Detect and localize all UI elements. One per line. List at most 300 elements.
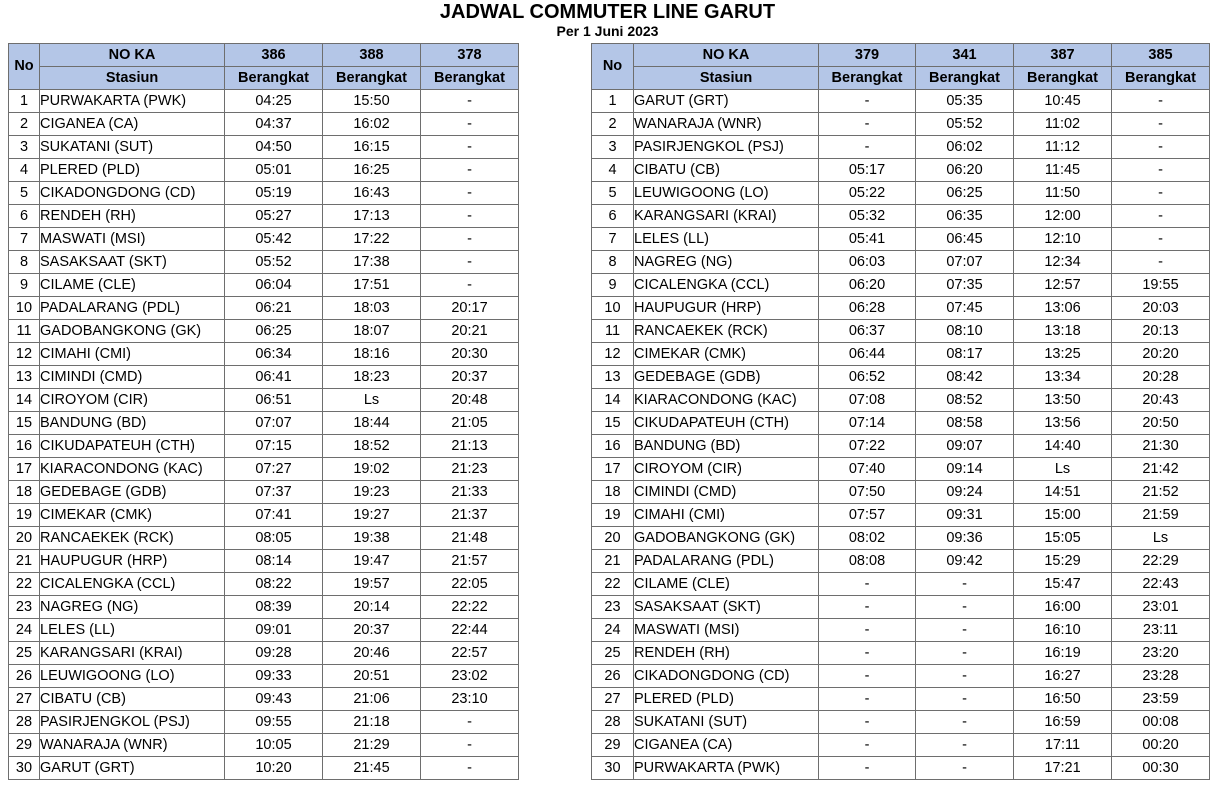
- departure-time: 14:40: [1014, 435, 1112, 458]
- departure-time: 19:27: [323, 504, 421, 527]
- departure-time: 16:02: [323, 113, 421, 136]
- departure-time: 05:52: [225, 251, 323, 274]
- departure-time: 16:43: [323, 182, 421, 205]
- table-row: [592, 527, 1210, 550]
- row-number: 17: [592, 458, 634, 481]
- row-number: 11: [592, 320, 634, 343]
- table-row: [592, 665, 1210, 688]
- departure-time: 09:36: [916, 527, 1014, 550]
- table-row: [9, 458, 519, 481]
- table-row: [592, 688, 1210, 711]
- departure-time: 17:51: [323, 274, 421, 297]
- table-row: [9, 435, 519, 458]
- departure-time: 16:10: [1014, 619, 1112, 642]
- station-name: CILAME (CLE): [40, 274, 225, 297]
- station-name: CIGANEA (CA): [40, 113, 225, 136]
- departure-time: -: [819, 688, 916, 711]
- departure-time: 10:45: [1014, 90, 1112, 113]
- table-row: [592, 228, 1210, 251]
- row-number: 30: [592, 757, 634, 780]
- header-train-number: 378: [421, 44, 519, 67]
- departure-time: -: [916, 619, 1014, 642]
- departure-time: -: [421, 734, 519, 757]
- table-row: [9, 389, 519, 412]
- station-name: SASAKSAAT (SKT): [40, 251, 225, 274]
- departure-time: 20:37: [421, 366, 519, 389]
- row-number: 15: [592, 412, 634, 435]
- departure-time: 21:45: [323, 757, 421, 780]
- departure-time: 16:15: [323, 136, 421, 159]
- station-name: GARUT (GRT): [634, 90, 819, 113]
- departure-time: 06:04: [225, 274, 323, 297]
- header-train-number: 387: [1014, 44, 1112, 67]
- departure-time: 05:35: [916, 90, 1014, 113]
- station-name: NAGREG (NG): [40, 596, 225, 619]
- departure-time: 00:08: [1112, 711, 1210, 734]
- departure-time: 00:20: [1112, 734, 1210, 757]
- station-name: LELES (LL): [40, 619, 225, 642]
- departure-time: 13:25: [1014, 343, 1112, 366]
- departure-time: 16:50: [1014, 688, 1112, 711]
- table-row: [592, 734, 1210, 757]
- row-number: 4: [9, 159, 40, 182]
- departure-time: 18:23: [323, 366, 421, 389]
- departure-time: 21:29: [323, 734, 421, 757]
- station-name: RENDEH (RH): [40, 205, 225, 228]
- departure-time: 21:42: [1112, 458, 1210, 481]
- station-name: MASWATI (MSI): [634, 619, 819, 642]
- table-row: [9, 550, 519, 573]
- row-number: 26: [592, 665, 634, 688]
- departure-time: 08:05: [225, 527, 323, 550]
- departure-time: 23:02: [421, 665, 519, 688]
- departure-time: 20:48: [421, 389, 519, 412]
- row-number: 21: [592, 550, 634, 573]
- table-row: [9, 205, 519, 228]
- table-row: [592, 389, 1210, 412]
- table-row: [592, 550, 1210, 573]
- table-row: [592, 343, 1210, 366]
- departure-time: 05:01: [225, 159, 323, 182]
- row-number: 23: [592, 596, 634, 619]
- departure-time: 06:20: [916, 159, 1014, 182]
- departure-time: 07:07: [225, 412, 323, 435]
- departure-time: -: [916, 642, 1014, 665]
- station-name: GADOBANGKONG (GK): [634, 527, 819, 550]
- station-name: WANARAJA (WNR): [40, 734, 225, 757]
- departure-time: 06:21: [225, 297, 323, 320]
- departure-time: 09:24: [916, 481, 1014, 504]
- departure-time: 16:27: [1014, 665, 1112, 688]
- table-row: [592, 573, 1210, 596]
- row-number: 20: [9, 527, 40, 550]
- station-name: NAGREG (NG): [634, 251, 819, 274]
- header-station: Stasiun: [634, 67, 819, 90]
- station-name: CIBATU (CB): [634, 159, 819, 182]
- table-row: [9, 159, 519, 182]
- table-row: [592, 619, 1210, 642]
- header-station: Stasiun: [40, 67, 225, 90]
- station-name: CIKUDAPATEUH (CTH): [40, 435, 225, 458]
- departure-time: 22:29: [1112, 550, 1210, 573]
- row-number: 2: [592, 113, 634, 136]
- departure-time: 23:59: [1112, 688, 1210, 711]
- departure-time: 08:22: [225, 573, 323, 596]
- page-title: JADWAL COMMUTER LINE GARUT: [439, 1, 776, 23]
- station-name: CIROYOM (CIR): [634, 458, 819, 481]
- departure-time: 07:40: [819, 458, 916, 481]
- header-train-number: 386: [225, 44, 323, 67]
- departure-time: 05:52: [916, 113, 1014, 136]
- row-number: 16: [592, 435, 634, 458]
- departure-time: 06:25: [225, 320, 323, 343]
- departure-time: 07:41: [225, 504, 323, 527]
- departure-time: 15:05: [1014, 527, 1112, 550]
- table-row: [9, 642, 519, 665]
- departure-time: 06:44: [819, 343, 916, 366]
- station-name: CIMEKAR (CMK): [40, 504, 225, 527]
- row-number: 6: [9, 205, 40, 228]
- table-row: [9, 734, 519, 757]
- departure-time: 21:05: [421, 412, 519, 435]
- table-row: [9, 228, 519, 251]
- departure-time: -: [1112, 90, 1210, 113]
- departure-time: 06:51: [225, 389, 323, 412]
- table-row: [592, 711, 1210, 734]
- departure-time: 06:20: [819, 274, 916, 297]
- departure-time: 18:52: [323, 435, 421, 458]
- departure-time: 11:12: [1014, 136, 1112, 159]
- departure-time: -: [819, 734, 916, 757]
- departure-time: 08:52: [916, 389, 1014, 412]
- station-name: RENDEH (RH): [634, 642, 819, 665]
- table-row: [592, 596, 1210, 619]
- table-row: [592, 90, 1210, 113]
- row-number: 16: [9, 435, 40, 458]
- row-number: 28: [592, 711, 634, 734]
- departure-time: 05:22: [819, 182, 916, 205]
- schedule-table-purwakarta-bound: [591, 43, 1210, 780]
- departure-time: -: [819, 573, 916, 596]
- row-number: 6: [592, 205, 634, 228]
- table-row: [592, 159, 1210, 182]
- departure-time: 14:51: [1014, 481, 1112, 504]
- departure-time: 10:20: [225, 757, 323, 780]
- departure-time: 07:15: [225, 435, 323, 458]
- table-row: [592, 274, 1210, 297]
- departure-time: 08:39: [225, 596, 323, 619]
- departure-time: 17:21: [1014, 757, 1112, 780]
- header-no: No: [592, 44, 634, 90]
- departure-time: 20:17: [421, 297, 519, 320]
- row-number: 28: [9, 711, 40, 734]
- departure-time: 13:56: [1014, 412, 1112, 435]
- departure-time: 08:42: [916, 366, 1014, 389]
- departure-time: 22:57: [421, 642, 519, 665]
- departure-time: 11:02: [1014, 113, 1112, 136]
- departure-time: -: [1112, 182, 1210, 205]
- station-name: CIBATU (CB): [40, 688, 225, 711]
- row-number: 4: [592, 159, 634, 182]
- departure-time: 19:55: [1112, 274, 1210, 297]
- station-name: PASIRJENGKOL (PSJ): [40, 711, 225, 734]
- row-number: 24: [9, 619, 40, 642]
- row-number: 5: [592, 182, 634, 205]
- departure-time: 07:27: [225, 458, 323, 481]
- row-number: 17: [9, 458, 40, 481]
- row-number: 26: [9, 665, 40, 688]
- table-row: [592, 113, 1210, 136]
- table-row: [9, 90, 519, 113]
- row-number: 7: [592, 228, 634, 251]
- row-number: 9: [9, 274, 40, 297]
- departure-time: 00:30: [1112, 757, 1210, 780]
- header-depart: Berangkat: [819, 67, 916, 90]
- table-row: [592, 458, 1210, 481]
- departure-time: 06:25: [916, 182, 1014, 205]
- departure-time: 21:13: [421, 435, 519, 458]
- station-name: PURWAKARTA (PWK): [634, 757, 819, 780]
- departure-time: 17:22: [323, 228, 421, 251]
- departure-time: 16:59: [1014, 711, 1112, 734]
- table-row: [9, 596, 519, 619]
- departure-time: 15:00: [1014, 504, 1112, 527]
- departure-time: 17:38: [323, 251, 421, 274]
- departure-time: 08:14: [225, 550, 323, 573]
- row-number: 2: [9, 113, 40, 136]
- table-row: [9, 504, 519, 527]
- station-name: PADALARANG (PDL): [40, 297, 225, 320]
- row-number: 15: [9, 412, 40, 435]
- departure-time: 13:06: [1014, 297, 1112, 320]
- table-row: [592, 642, 1210, 665]
- header-depart: Berangkat: [916, 67, 1014, 90]
- departure-time: 23:11: [1112, 619, 1210, 642]
- departure-time: 07:35: [916, 274, 1014, 297]
- table-row: [9, 711, 519, 734]
- station-name: PADALARANG (PDL): [634, 550, 819, 573]
- departure-time: 06:52: [819, 366, 916, 389]
- station-name: PURWAKARTA (PWK): [40, 90, 225, 113]
- departure-time: 08:58: [916, 412, 1014, 435]
- departure-time: 12:57: [1014, 274, 1112, 297]
- row-number: 11: [9, 320, 40, 343]
- departure-time: 06:02: [916, 136, 1014, 159]
- departure-time: 12:00: [1014, 205, 1112, 228]
- departure-time: 05:42: [225, 228, 323, 251]
- departure-time: 19:38: [323, 527, 421, 550]
- departure-time: 08:02: [819, 527, 916, 550]
- table-row: [592, 757, 1210, 780]
- departure-time: 07:22: [819, 435, 916, 458]
- departure-time: -: [421, 228, 519, 251]
- departure-time: 15:47: [1014, 573, 1112, 596]
- departure-time: 09:07: [916, 435, 1014, 458]
- table-row: [9, 182, 519, 205]
- departure-time: 18:07: [323, 320, 421, 343]
- row-number: 12: [592, 343, 634, 366]
- table-row: [592, 205, 1210, 228]
- row-number: 27: [592, 688, 634, 711]
- departure-time: -: [1112, 113, 1210, 136]
- departure-time: -: [819, 113, 916, 136]
- departure-time: 21:37: [421, 504, 519, 527]
- departure-time: 19:57: [323, 573, 421, 596]
- table-row: [592, 412, 1210, 435]
- station-name: SASAKSAAT (SKT): [634, 596, 819, 619]
- departure-time: 05:32: [819, 205, 916, 228]
- departure-time: 07:45: [916, 297, 1014, 320]
- departure-time: -: [421, 711, 519, 734]
- departure-time: 10:05: [225, 734, 323, 757]
- station-name: CIMINDI (CMD): [40, 366, 225, 389]
- row-number: 9: [592, 274, 634, 297]
- station-name: MASWATI (MSI): [40, 228, 225, 251]
- departure-time: 09:28: [225, 642, 323, 665]
- departure-time: -: [1112, 205, 1210, 228]
- row-number: 3: [592, 136, 634, 159]
- departure-time: 06:45: [916, 228, 1014, 251]
- departure-time: -: [421, 182, 519, 205]
- departure-time: 21:30: [1112, 435, 1210, 458]
- row-number: 23: [9, 596, 40, 619]
- departure-time: 22:43: [1112, 573, 1210, 596]
- departure-time: -: [819, 642, 916, 665]
- departure-time: 20:51: [323, 665, 421, 688]
- departure-time: 21:57: [421, 550, 519, 573]
- station-name: SUKATANI (SUT): [634, 711, 819, 734]
- departure-time: 09:14: [916, 458, 1014, 481]
- departure-time: 09:01: [225, 619, 323, 642]
- station-name: HAUPUGUR (HRP): [634, 297, 819, 320]
- departure-time: 09:33: [225, 665, 323, 688]
- departure-time: 21:48: [421, 527, 519, 550]
- departure-time: 06:41: [225, 366, 323, 389]
- departure-time: 06:34: [225, 343, 323, 366]
- departure-time: 12:10: [1014, 228, 1112, 251]
- row-number: 25: [592, 642, 634, 665]
- departure-time: 21:23: [421, 458, 519, 481]
- departure-time: 05:19: [225, 182, 323, 205]
- departure-time: 07:37: [225, 481, 323, 504]
- departure-time: 21:06: [323, 688, 421, 711]
- row-number: 13: [9, 366, 40, 389]
- departure-time: -: [421, 757, 519, 780]
- station-name: HAUPUGUR (HRP): [40, 550, 225, 573]
- departure-time: 20:14: [323, 596, 421, 619]
- table-row: [9, 136, 519, 159]
- header-noka: NO KA: [634, 44, 819, 67]
- station-name: CIMAHI (CMI): [40, 343, 225, 366]
- departure-time: 08:17: [916, 343, 1014, 366]
- departure-time: 07:07: [916, 251, 1014, 274]
- departure-time: 23:01: [1112, 596, 1210, 619]
- departure-time: 08:10: [916, 320, 1014, 343]
- departure-time: 07:57: [819, 504, 916, 527]
- station-name: CIKADONGDONG (CD): [634, 665, 819, 688]
- row-number: 19: [592, 504, 634, 527]
- table-row: [592, 366, 1210, 389]
- row-number: 7: [9, 228, 40, 251]
- departure-time: 19:47: [323, 550, 421, 573]
- departure-time: 11:50: [1014, 182, 1112, 205]
- departure-time: 23:28: [1112, 665, 1210, 688]
- departure-time: -: [916, 688, 1014, 711]
- header-train-number: 388: [323, 44, 421, 67]
- table-row: [9, 113, 519, 136]
- departure-time: 21:18: [323, 711, 421, 734]
- departure-time: 17:11: [1014, 734, 1112, 757]
- row-number: 22: [9, 573, 40, 596]
- departure-time: 12:34: [1014, 251, 1112, 274]
- departure-time: 13:34: [1014, 366, 1112, 389]
- departure-time: 05:17: [819, 159, 916, 182]
- row-number: 24: [592, 619, 634, 642]
- header-train-number: 379: [819, 44, 916, 67]
- departure-time: 15:50: [323, 90, 421, 113]
- station-name: LEUWIGOONG (LO): [634, 182, 819, 205]
- departure-time: 20:50: [1112, 412, 1210, 435]
- departure-time: -: [421, 205, 519, 228]
- departure-time: 07:50: [819, 481, 916, 504]
- row-number: 12: [9, 343, 40, 366]
- departure-time: -: [819, 757, 916, 780]
- departure-time: 20:20: [1112, 343, 1210, 366]
- departure-time: -: [819, 136, 916, 159]
- header-train-number: 341: [916, 44, 1014, 67]
- header-depart: Berangkat: [421, 67, 519, 90]
- departure-time: 20:37: [323, 619, 421, 642]
- table-row: [9, 343, 519, 366]
- station-name: KARANGSARI (KRAI): [634, 205, 819, 228]
- row-number: 8: [592, 251, 634, 274]
- departure-time: 07:14: [819, 412, 916, 435]
- station-name: PLERED (PLD): [40, 159, 225, 182]
- station-name: GARUT (GRT): [40, 757, 225, 780]
- station-name: BANDUNG (BD): [634, 435, 819, 458]
- departure-time: 15:29: [1014, 550, 1112, 573]
- departure-time: 21:52: [1112, 481, 1210, 504]
- row-number: 19: [9, 504, 40, 527]
- departure-time: 07:08: [819, 389, 916, 412]
- station-name: GEDEBAGE (GDB): [40, 481, 225, 504]
- departure-time: -: [819, 619, 916, 642]
- departure-time: -: [916, 734, 1014, 757]
- departure-time: 21:59: [1112, 504, 1210, 527]
- departure-time: 22:44: [421, 619, 519, 642]
- departure-time: 06:37: [819, 320, 916, 343]
- station-name: LEUWIGOONG (LO): [40, 665, 225, 688]
- station-name: CIMEKAR (CMK): [634, 343, 819, 366]
- departure-time: -: [421, 159, 519, 182]
- row-number: 5: [9, 182, 40, 205]
- departure-time: 09:42: [916, 550, 1014, 573]
- departure-time: 06:28: [819, 297, 916, 320]
- table-row: [9, 688, 519, 711]
- row-number: 10: [592, 297, 634, 320]
- table-row: [592, 182, 1210, 205]
- table-row: [9, 251, 519, 274]
- departure-time: 11:45: [1014, 159, 1112, 182]
- station-name: CIMINDI (CMD): [634, 481, 819, 504]
- row-number: 25: [9, 642, 40, 665]
- departure-time: -: [819, 711, 916, 734]
- departure-time: -: [421, 274, 519, 297]
- departure-time: Ls: [1112, 527, 1210, 550]
- departure-time: 20:21: [421, 320, 519, 343]
- row-number: 14: [9, 389, 40, 412]
- station-name: GEDEBAGE (GDB): [634, 366, 819, 389]
